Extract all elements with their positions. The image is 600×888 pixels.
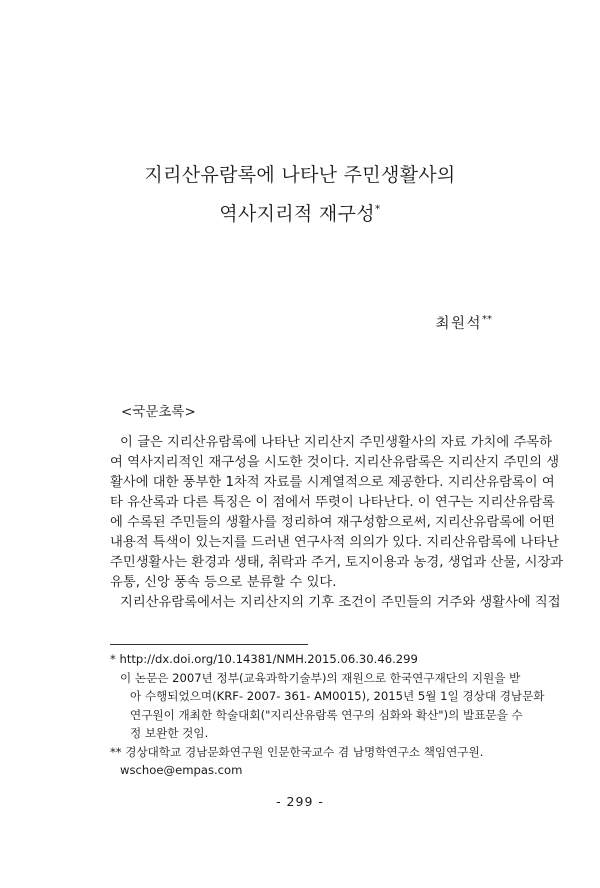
abstract-line: 활사에 대한 풍부한 1차적 자료를 시계열적으로 제공한다. 지리산유람록이 여: [110, 475, 555, 490]
abstract-line: 이 글은 지리산유람록에 나타난 지리산지 주민생활사의 자료 가치에 주목하: [120, 435, 553, 450]
abstract-line: 타 유산록과 다른 특징은 이 점에서 뚜렷이 나타난다. 이 연구는 지리산유람록: [110, 495, 555, 510]
abstract-line: 내용적 특색이 있는지를 드러낸 연구사적 의의가 있다. 지리산유람록에 나타난: [110, 535, 560, 550]
footnote-email: wschoe@empas.com: [120, 763, 243, 777]
author-name: 최원석: [435, 316, 482, 332]
author-footnote-marker: **: [482, 314, 492, 326]
title-line-2: [0, 199, 600, 226]
abstract-line: 주민생활사는 환경과 생태, 취락과 주거, 토지이용과 농경, 생업과 산물, 시장과: [110, 555, 564, 570]
footnotes: [110, 650, 545, 780]
author: [435, 312, 492, 333]
abstract-line: 여 역사지리적인 재구성을 시도한 것이다. 지리산유람록은 지리산지 주민의 생: [110, 455, 560, 470]
title-footnote-marker: *: [374, 202, 381, 216]
abstract-body: [110, 433, 564, 613]
footnote-line: 연구원이 개최한 학술대회("지리산유람록 연구의 심화와 확산")의 발표문을 수: [130, 707, 523, 722]
abstract-line: 유통, 신앙 풍속 등으로 분류할 수 있다.: [110, 575, 337, 590]
footnote-doi: * http://dx.doi.org/10.14381/NMH.2015.06.30.46.299: [110, 652, 418, 666]
abstract-line: 에 수록된 주민들의 생활사를 정리하여 재구성함으로써, 지리산유람록에 어떤: [110, 515, 555, 530]
footnote-line: 아 수행되었으며(KRF- 2007- 361- AM0015), 2015년 5월 1일 경상대 경남문화: [130, 689, 545, 703]
title-line-2-text: 역사지리적 재구성: [219, 203, 375, 225]
footnote-line: 이 논문은 2007년 정부(교육과학기술부)의 재원으로 한국연구재단의 지원을 받: [120, 670, 521, 685]
footnote-line: 정 보완한 것임.: [130, 726, 209, 740]
body-paragraph-line: 지리산유람록에서는 지리산지의 기후 조건이 주민들의 거주와 생활사에 직접: [120, 595, 561, 610]
footnote-divider: [110, 644, 308, 645]
title-line-1: [0, 160, 600, 187]
abstract-heading: <국문초록>: [121, 404, 196, 420]
title-line-1-text: 지리산유람록에 나타난 주민생활사의: [144, 164, 456, 186]
page-number: - 299 -: [276, 794, 324, 809]
footnote-affiliation: ** 경상대학교 경남문화연구원 인문한국교수 겸 남명학연구소 책임연구원.: [110, 744, 484, 759]
